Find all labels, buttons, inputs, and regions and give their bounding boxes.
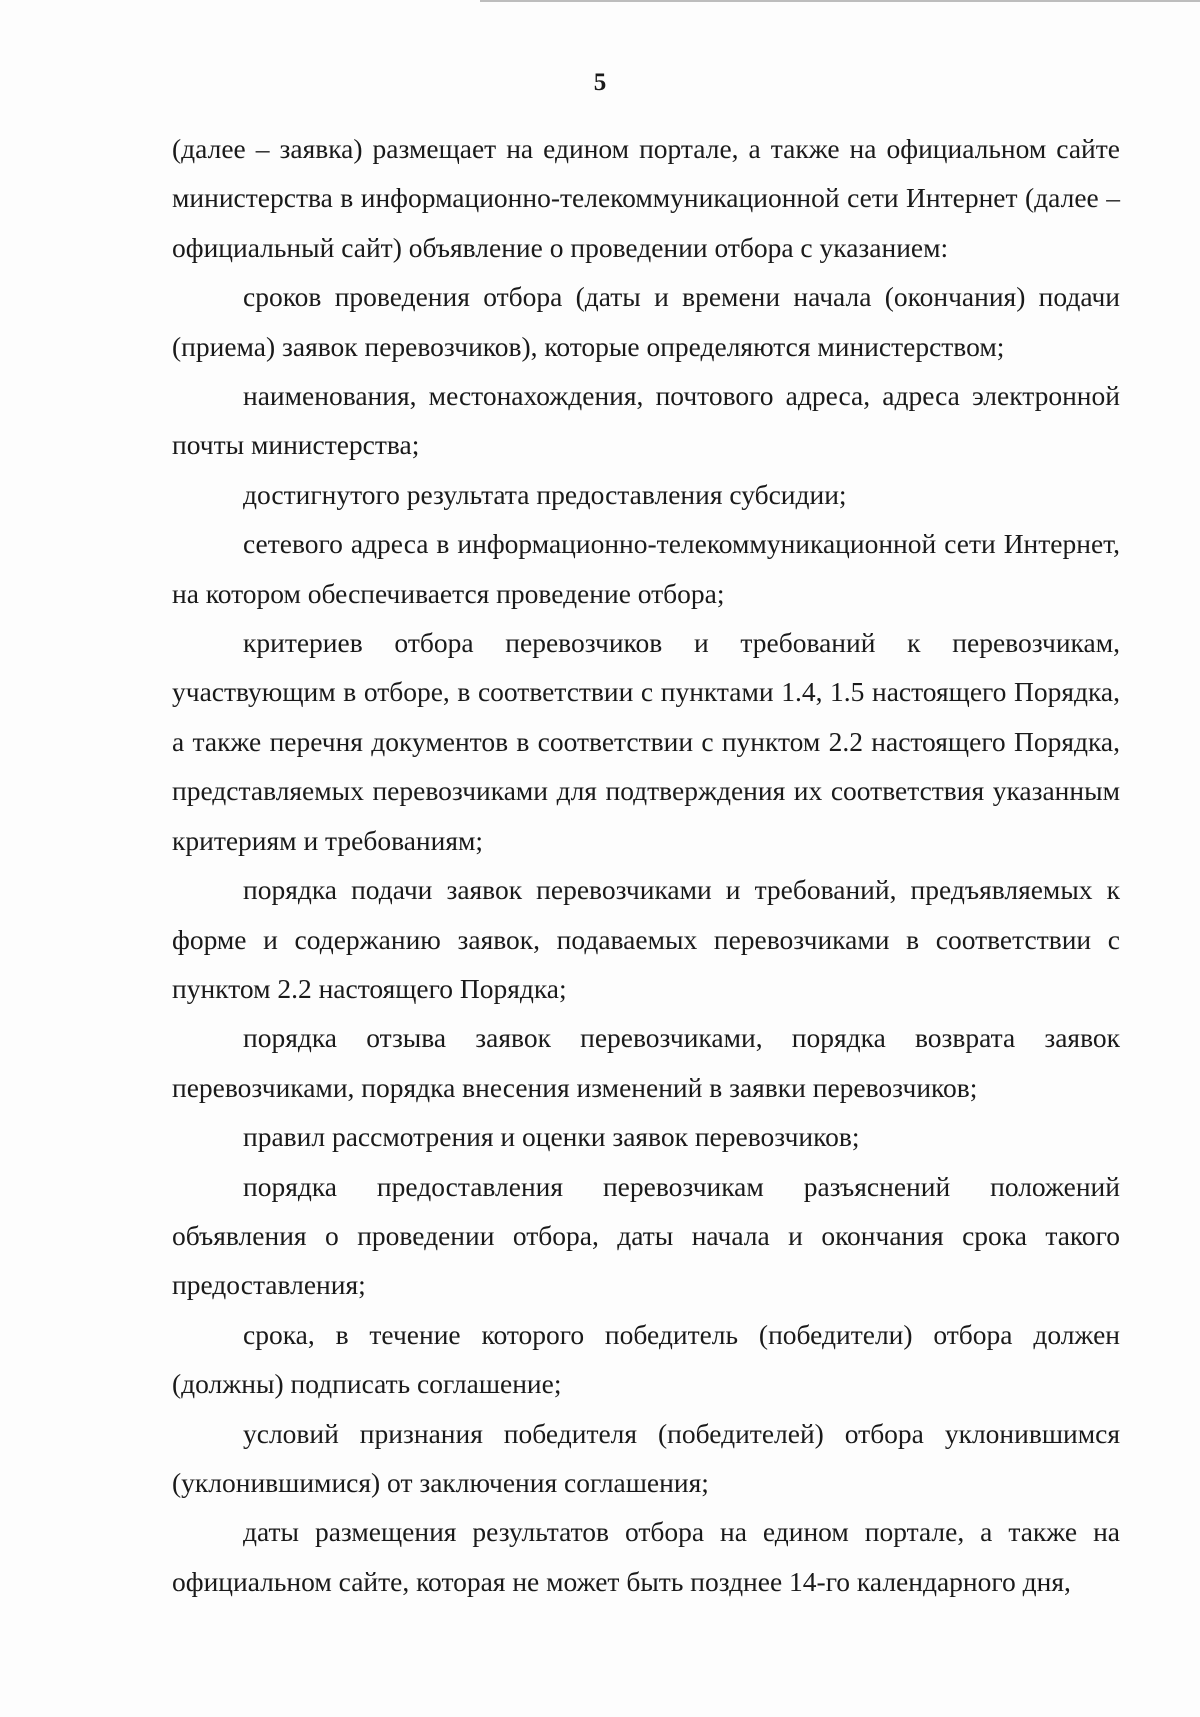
paragraph-submission: порядка подачи заявок перевозчиками и требований, предъявляемых к форме и содержанию заявок, подаваемых перевозчиками в соответствии с пунктом 2.2 настоящего Порядка;	[172, 874, 1120, 1004]
paragraph-ministry-address: наименования, местонахождения, почтового адреса, адреса электронной почты министерства;	[172, 380, 1120, 461]
document-body	[172, 124, 1120, 1606]
paragraph-clarifications: порядка предоставления перевозчикам разъяснений положений объявления о проведении отбора, даты начала и окончания срока такого предоставления;	[172, 1170, 1120, 1301]
paragraph-signing-term: срока, в течение которого победитель (победители) отбора должен (должны) подписать соглашение;	[172, 1318, 1120, 1400]
paragraph-review-rules: правил рассмотрения и оценки заявок перевозчиков;	[243, 1121, 860, 1153]
scan-top-edge	[480, 0, 1200, 2]
paragraph-deadlines: сроков проведения отбора (даты и времени начала (окончания) подачи (приема) заявок перевозчиков), которые определяются министерством;	[172, 281, 1120, 362]
page-number: 5	[593, 69, 607, 96]
paragraph-evasion: условий признания победителя (победителей) отбора уклонившимся (уклонившимися) от заключения соглашения;	[172, 1417, 1120, 1498]
paragraph-network-address: сетевого адреса в информационно-телекоммуникационной сети Интернет, на котором обеспечивается проведение отбора;	[172, 528, 1120, 609]
paragraph-result: достигнутого результата предоставления субсидии;	[243, 478, 847, 510]
paragraph-withdrawal: порядка отзыва заявок перевозчиками, порядка возврата заявок перевозчиками, порядка внесения изменений в заявки перевозчиков;	[172, 1022, 1120, 1103]
paragraph-criteria: критериев отбора перевозчиков и требований к перевозчикам, участвующим в отборе, в соответствии с пунктами 1.4, 1.5 настоящего Порядка, а также перечня документов в соответствии с пунктом 2.2 настоящего Порядка, представляемых перевозчиками для подтверждения их соответствия указанным критериям и требованиям;	[172, 627, 1120, 856]
paragraph-intro: (далее – заявка) размещает на едином портале, а также на официальном сайте министерства в информационно-телекоммуникационной сети Интернет (далее – официальный сайт) объявление о проведении отбора с указанием:	[172, 133, 1120, 263]
paragraph-results-date: даты размещения результатов отбора на едином портале, а также на официальном сайте, которая не может быть позднее 14-го календарного дня,	[172, 1516, 1120, 1597]
